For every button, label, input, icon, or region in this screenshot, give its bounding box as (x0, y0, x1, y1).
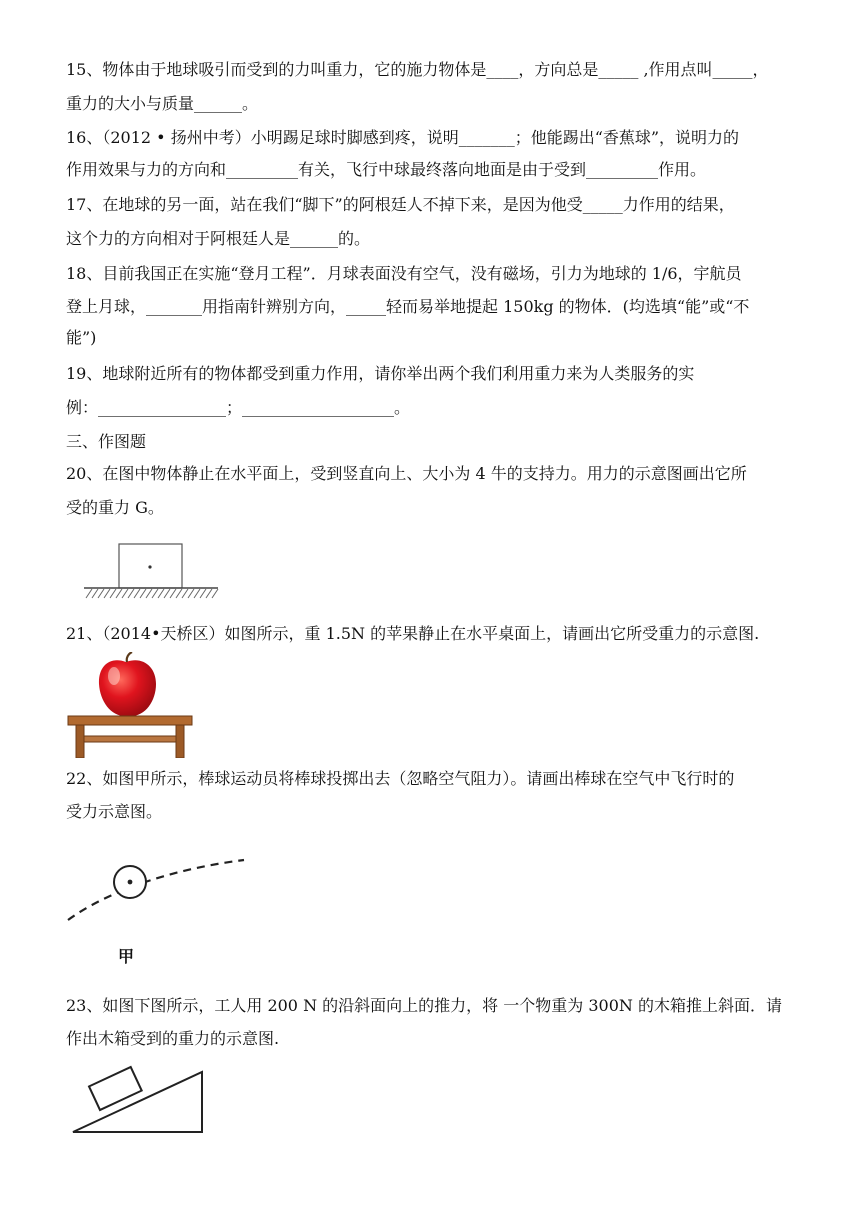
q18-line2: 登上月球，_______用指南针辨别方向，_____轻而易举地提起 150kg 的物体．(均选填“能”或“不 (66, 297, 750, 316)
apple-shape (99, 652, 156, 716)
ground-hatching (86, 589, 218, 598)
figure-label-jia: 甲 (118, 947, 135, 966)
q22-line1: 22、如图甲所示，棒球运动员将棒球投掷出去（忽略空气阻力）。请画出棒球在空气中飞行时的 (66, 769, 735, 788)
q15-line1: 15、物体由于地球吸引而受到的力叫重力，它的施力物体是____，方向总是_____ ,作用点叫_____， (66, 60, 769, 79)
box-on-incline-figure (70, 1064, 206, 1136)
trajectory-path (68, 860, 244, 920)
section-title: 三、作图题 (66, 432, 147, 451)
q17-line1: 17、在地球的另一面，站在我们“脚下”的阿根廷人不掉下来，是因为他受_____力作用的结果， (66, 195, 735, 214)
q19-line1: 19、地球附近所有的物体都受到重力作用，请你举出两个我们利用重力来为人类服务的实 (66, 364, 695, 383)
block-on-ground-figure (82, 540, 222, 606)
q16-line2: 作用效果与力的方向和_________有关，飞行中球最终落向地面是由于受到_________作用。 (66, 160, 707, 179)
q20-line2: 受的重力 G。 (66, 498, 164, 517)
q20-line1: 20、在图中物体静止在水平面上，受到竖直向上、大小为 4 牛的支持力。用力的示意图画出它所 (66, 464, 747, 483)
q22-line2: 受力示意图。 (66, 802, 163, 821)
center-dot (148, 565, 151, 568)
q18-line3: 能”) (66, 328, 97, 347)
q19-line2: 例：________________；___________________。 (66, 398, 411, 417)
q17-line2: 这个力的方向相对于阿根廷人是______的。 (66, 229, 371, 248)
q23-line1: 23、如图下图所示，工人用 200 N 的沿斜面向上的推力，将 一个物重为 300N 的木箱推上斜面．请 (66, 996, 782, 1015)
q16-line1: 16、（2012 • 扬州中考）小明踢足球时脚感到疼，说明_______；他能踢出“香蕉球”，说明力的 (66, 128, 740, 147)
q18-line1: 18、目前我国正在实施“登月工程”．月球表面没有空气，没有磁场，引力为地球的 1/6，宇航员 (66, 264, 742, 283)
q21-line1: 21、（2014•天桥区）如图所示，重 1.5N 的苹果静止在水平桌面上，请画出它所受重力的示意图. (66, 624, 760, 643)
q15-line2: 重力的大小与质量______。 (66, 94, 259, 113)
table-shape (68, 716, 192, 758)
baseball-center-dot (128, 880, 133, 885)
apple-on-table-figure (66, 652, 194, 758)
baseball-trajectory-figure (64, 846, 250, 976)
q23-line2: 作出木箱受到的重力的示意图. (66, 1029, 280, 1048)
